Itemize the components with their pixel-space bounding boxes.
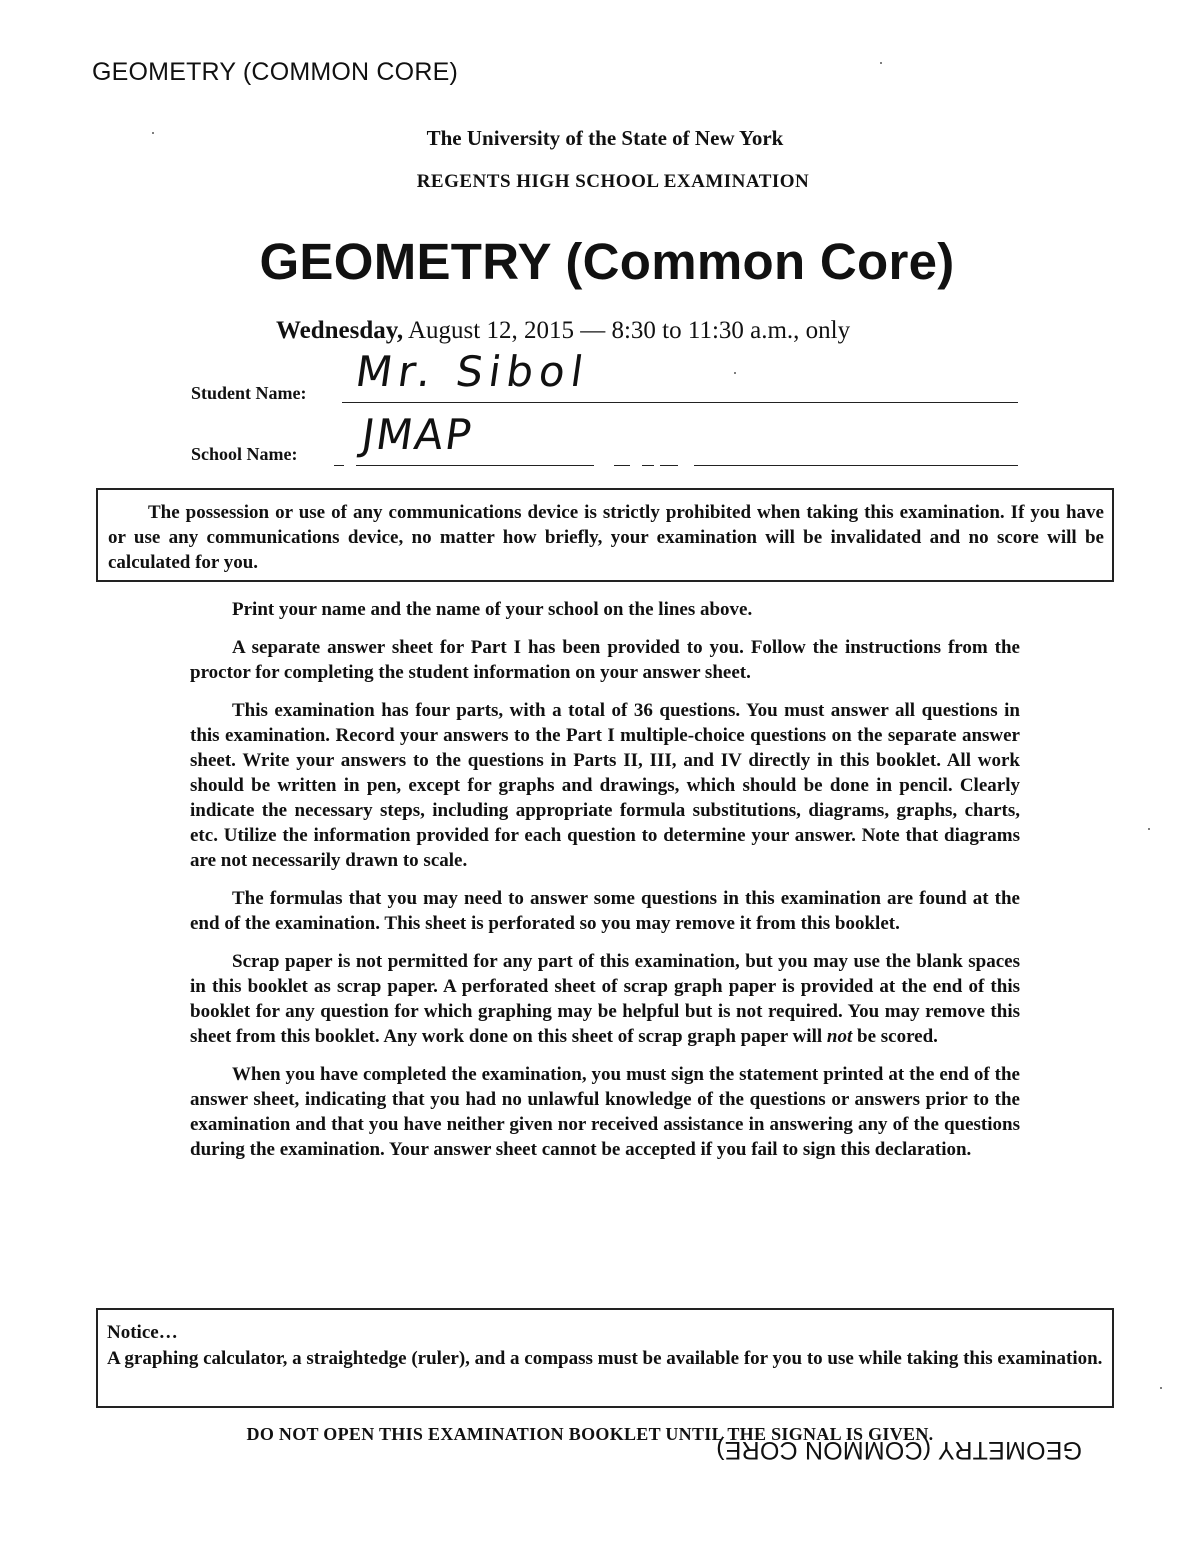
exam-day: Wednesday, [276,317,404,344]
school-name-label: School Name: [191,444,298,464]
instruction-paragraph: When you have completed the examination, you must sign the statement printed at the end of the answer sheet, indicating that you had no unlawful knowledge of the questions or answers prior to the examination and that you have neither given nor received assistance in answering any of the questions during the examination. Your answer sheet cannot be accepted if you fail to sign this declaration. [190,1064,1020,1160]
scrap-paper-text: Scrap paper is not permitted for any part of this examination, but you may use the blank spaces in this booklet as scrap paper. A perforated sheet of scrap graph paper is provided at the end of this booklet for any question for which graphing may be helpful but is not required. You may remove this sheet from this booklet. Any work done on this sheet of scrap graph paper will [190,951,1020,1047]
do-not-open-warning: DO NOT OPEN THIS EXAMINATION BOOKLET UNTIL THE SIGNAL IS GIVEN. [246,1424,934,1444]
school-name-line[interactable] [356,465,594,466]
scan-speck [1160,1387,1162,1389]
student-name-handwritten: Mr. Sibol [352,347,593,396]
notice-box [96,1308,1114,1408]
scrap-paper-text-end: be scored. [852,1026,938,1047]
school-name-line-dash [642,465,654,466]
instruction-paragraph: Print your name and the name of your school on the lines above. [232,599,753,620]
instruction-paragraph [190,949,1020,1049]
school-name-line-dash [660,465,678,466]
school-name-line-dash [334,465,344,466]
running-header-bottom: GEOMETRY (COMMON CORE) [716,1436,1082,1464]
exam-date [276,317,850,345]
scrap-paper-emphasis: not [826,1026,853,1047]
exam-date-time: August 12, 2015 — 8:30 to 11:30 a.m., only [408,317,851,344]
notice-body: A graphing calculator, a straightedge (ruler), and a compass must be available for you to use while taking this examination. [107,1348,1103,1369]
exam-type: REGENTS HIGH SCHOOL EXAMINATION [416,171,810,192]
university-name: The University of the State of New York [426,126,784,150]
scan-speck [152,132,154,134]
notice-heading: Notice… [107,1322,178,1343]
instruction-paragraph: This examination has four parts, with a total of 36 questions. You must answer all questions in this examination. Record your answers to the Part I multiple-choice questions on the separate answer sheet. Write your answers to the questions in Parts II, III, and IV directly in this booklet. All work should be written in pen, except for graphs and drawings, which should be done in pencil. Clearly indicate the necessary steps, including appropriate formula substitutions, diagrams, graphs, charts, etc. Utilize the information provided for each question to determine your answer. Note that diagrams are not necessarily drawn to scale. [190,700,1020,871]
scan-speck [1148,828,1150,830]
student-name-line[interactable] [342,402,1018,403]
instructions [190,597,1020,1175]
school-name-line-extension [694,465,1018,466]
communications-warning-box [96,488,1114,582]
scan-speck [880,62,882,64]
student-name-label: Student Name: [191,383,307,403]
running-header-top: GEOMETRY (COMMON CORE) [92,58,458,86]
instruction-paragraph: The formulas that you may need to answer some questions in this examination are found at the end of the examination. This sheet is perforated so you may remove it from this booklet. [190,888,1020,934]
school-name-handwritten: JMAP [358,410,477,459]
communications-warning-text: The possession or use of any communications device is strictly prohibited when taking this examination. If you have or use any communications device, no matter how briefly, your examination will be invalidated and no score will be calculated for you. [108,502,1104,573]
page-title: GEOMETRY (Common Core) [259,233,955,290]
instruction-paragraph: A separate answer sheet for Part I has been provided to you. Follow the instructions from the proctor for completing the student information on your answer sheet. [190,637,1020,683]
school-name-line-dash [614,465,630,466]
scan-speck [734,372,736,374]
